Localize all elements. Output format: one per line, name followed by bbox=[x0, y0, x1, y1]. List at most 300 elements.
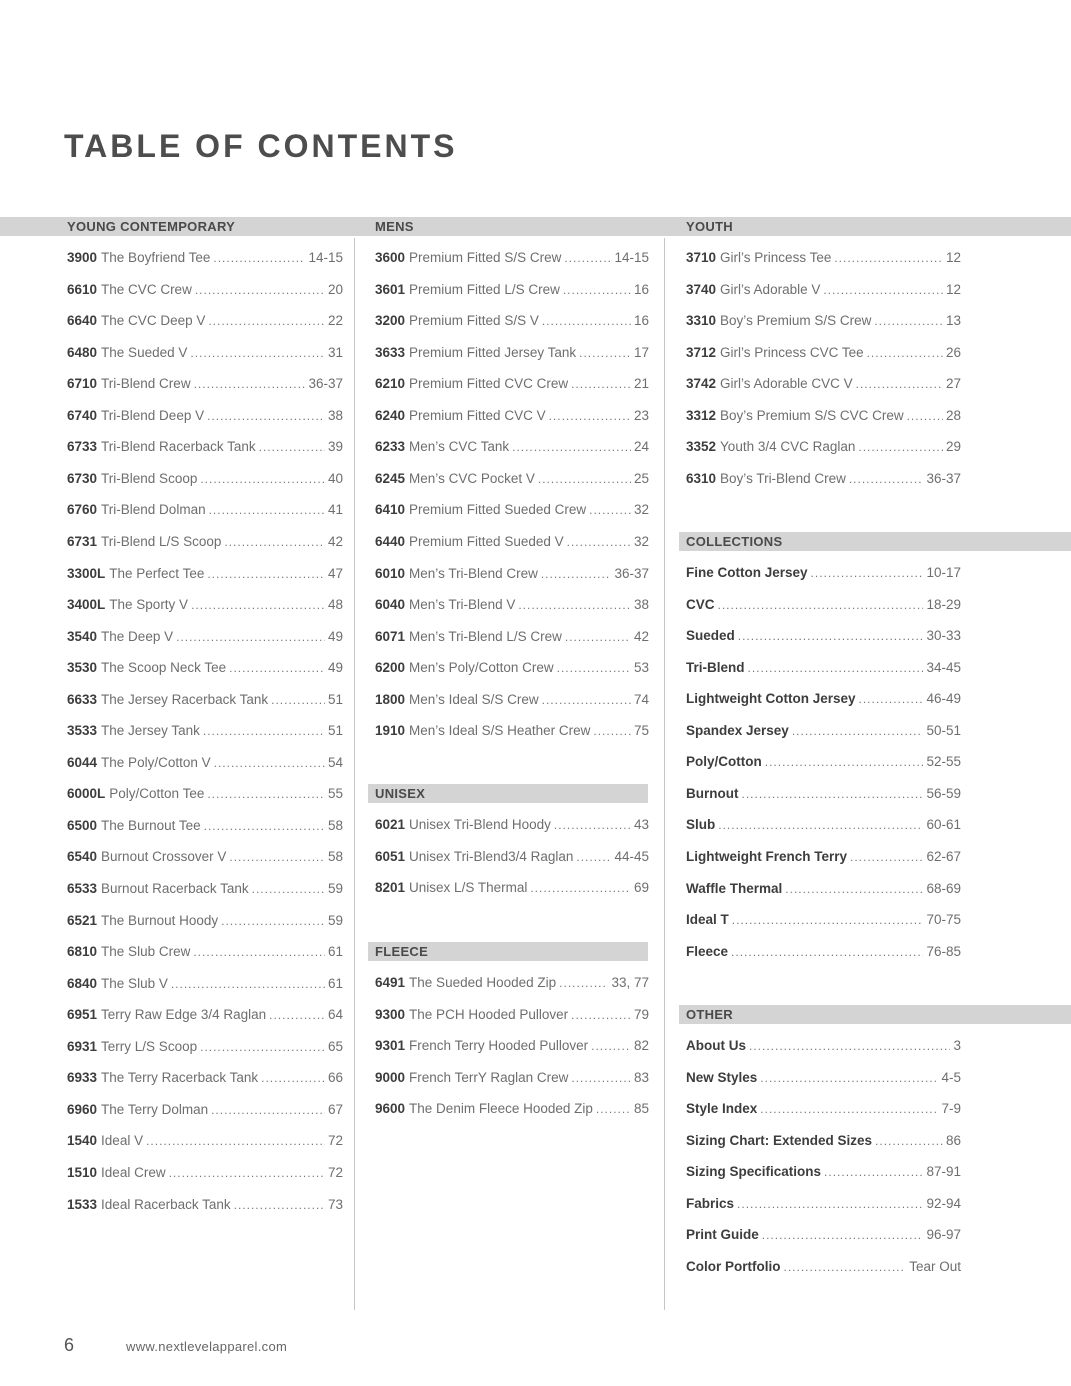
dot-leader bbox=[171, 974, 325, 994]
page-ref: 72 bbox=[327, 1133, 343, 1148]
toc-entry bbox=[67, 595, 343, 615]
entry-title: The Sueded V bbox=[101, 345, 188, 360]
toc-entry bbox=[686, 1099, 961, 1119]
toc-entry bbox=[686, 406, 961, 426]
page-ref: 39 bbox=[327, 439, 343, 454]
toc-entry bbox=[375, 532, 649, 552]
entry-title: Ideal Crew bbox=[101, 1165, 166, 1180]
entry-title: Fabrics bbox=[686, 1196, 735, 1211]
dot-leader bbox=[193, 942, 325, 962]
dot-leader bbox=[875, 1131, 943, 1151]
entry-title: Boy’s Premium S/S CVC Crew bbox=[720, 408, 904, 423]
entry-title: Boy’s Premium S/S Crew bbox=[720, 313, 872, 328]
style-code: 6000L bbox=[67, 786, 106, 801]
toc-entry bbox=[375, 1036, 649, 1056]
style-code: 3352 bbox=[686, 439, 717, 454]
toc-entry bbox=[686, 248, 961, 268]
dot-leader bbox=[213, 248, 305, 268]
entry-title: Premium Fitted CVC Crew bbox=[409, 376, 569, 391]
style-code: 6951 bbox=[67, 1007, 98, 1022]
style-code: 3712 bbox=[686, 345, 717, 360]
page-ref: 22 bbox=[327, 313, 343, 328]
toc-entry bbox=[375, 658, 649, 678]
page-ref: 65 bbox=[327, 1039, 343, 1054]
toc-entry bbox=[67, 942, 343, 962]
entry-title: Youth 3/4 CVC Raglan bbox=[720, 439, 856, 454]
page-ref: 38 bbox=[633, 597, 649, 612]
style-code: 3601 bbox=[375, 282, 406, 297]
entry-title: Tri-Blend Racerback Tank bbox=[101, 439, 256, 454]
entry-title: Men’s Poly/Cotton Crew bbox=[409, 660, 554, 675]
style-code: 6730 bbox=[67, 471, 98, 486]
style-code: 6610 bbox=[67, 282, 98, 297]
toc-entry bbox=[67, 1005, 343, 1025]
dot-leader bbox=[737, 1194, 923, 1214]
style-code: 1533 bbox=[67, 1197, 98, 1212]
entry-title: Unisex L/S Thermal bbox=[409, 880, 528, 895]
entry-title: The Sueded Hooded Zip bbox=[409, 975, 557, 990]
style-code: 3742 bbox=[686, 376, 717, 391]
dot-leader bbox=[718, 815, 923, 835]
style-code: 6480 bbox=[67, 345, 98, 360]
page-ref: 14-15 bbox=[308, 250, 343, 265]
page-ref: 31 bbox=[327, 345, 343, 360]
toc-entry bbox=[375, 500, 649, 520]
page-ref: 12 bbox=[945, 250, 961, 265]
entry-title: Men’s CVC Pocket V bbox=[409, 471, 535, 486]
dot-leader bbox=[269, 1005, 325, 1025]
dot-leader bbox=[593, 721, 631, 741]
toc-entry bbox=[686, 752, 961, 772]
dot-leader bbox=[221, 911, 325, 931]
toc-entry bbox=[686, 469, 961, 489]
entry-title: The Burnout Tee bbox=[101, 818, 201, 833]
style-code: 6044 bbox=[67, 755, 98, 770]
page-ref: 23 bbox=[633, 408, 649, 423]
page-ref: 85 bbox=[633, 1101, 649, 1116]
page-ref: 47 bbox=[327, 566, 343, 581]
toc-entry bbox=[375, 437, 649, 457]
style-code: 6500 bbox=[67, 818, 98, 833]
page-ref: 54 bbox=[327, 755, 343, 770]
style-code: 6540 bbox=[67, 849, 98, 864]
toc-entry bbox=[686, 1194, 961, 1214]
page-ref: 42 bbox=[633, 629, 649, 644]
page-ref: 18-29 bbox=[926, 597, 961, 612]
style-code: 6491 bbox=[375, 975, 406, 990]
style-code: 6233 bbox=[375, 439, 406, 454]
dot-leader bbox=[785, 879, 923, 899]
section-heading-unisex: UNISEX bbox=[375, 786, 426, 801]
entry-title: Spandex Jersey bbox=[686, 723, 789, 738]
toc-entry bbox=[686, 1036, 961, 1056]
entry-title: Premium Fitted CVC V bbox=[409, 408, 546, 423]
toc-entry bbox=[375, 847, 649, 867]
page-ref: 21 bbox=[633, 376, 649, 391]
page-ref: 55 bbox=[327, 786, 343, 801]
style-code: 1540 bbox=[67, 1133, 98, 1148]
dot-leader bbox=[850, 847, 923, 867]
page-ref: 49 bbox=[327, 660, 343, 675]
style-code: 3530 bbox=[67, 660, 98, 675]
dot-leader bbox=[207, 564, 325, 584]
page-ref: 41 bbox=[327, 502, 343, 517]
toc-entry bbox=[375, 311, 649, 331]
page-ref: 51 bbox=[327, 692, 343, 707]
page-ref: 36-37 bbox=[308, 376, 343, 391]
toc-entry bbox=[67, 1131, 343, 1151]
dot-leader bbox=[762, 1225, 924, 1245]
entry-title: The Scoop Neck Tee bbox=[101, 660, 227, 675]
toc-entry bbox=[375, 690, 649, 710]
style-code: 3740 bbox=[686, 282, 717, 297]
toc-entry bbox=[67, 879, 343, 899]
dot-leader bbox=[589, 500, 631, 520]
page-ref: 14-15 bbox=[614, 250, 649, 265]
dot-leader bbox=[203, 721, 325, 741]
entry-title: The Slub V bbox=[101, 976, 168, 991]
toc-entry bbox=[686, 280, 961, 300]
style-code: 6021 bbox=[375, 817, 406, 832]
dot-leader bbox=[738, 626, 924, 646]
style-code: 9301 bbox=[375, 1038, 406, 1053]
dot-leader bbox=[760, 1068, 938, 1088]
entry-title: Unisex Tri-Blend3/4 Raglan bbox=[409, 849, 574, 864]
section-heading-other: OTHER bbox=[686, 1007, 733, 1022]
style-code: 6010 bbox=[375, 566, 406, 581]
entry-title: Fine Cotton Jersey bbox=[686, 565, 808, 580]
entry-title: Premium Fitted Sueded V bbox=[409, 534, 564, 549]
column-divider-1 bbox=[354, 238, 355, 1310]
entry-title: Style Index bbox=[686, 1101, 758, 1116]
toc-entry bbox=[67, 753, 343, 773]
style-code: 6051 bbox=[375, 849, 406, 864]
page-ref: 30-33 bbox=[926, 628, 961, 643]
toc-entry bbox=[686, 847, 961, 867]
dot-leader bbox=[874, 311, 943, 331]
dot-leader bbox=[176, 627, 325, 647]
toc-entry bbox=[67, 784, 343, 804]
style-code: 3200 bbox=[375, 313, 406, 328]
style-code: 6710 bbox=[67, 376, 98, 391]
dot-leader bbox=[195, 280, 325, 300]
entry-title: Poly/Cotton Tee bbox=[109, 786, 205, 801]
style-code: 6240 bbox=[375, 408, 406, 423]
toc-entry bbox=[686, 595, 961, 615]
dot-leader bbox=[214, 753, 325, 773]
toc-entry bbox=[67, 658, 343, 678]
page-ref: 25 bbox=[633, 471, 649, 486]
page-ref: 36-37 bbox=[926, 471, 961, 486]
dot-leader bbox=[579, 343, 631, 363]
entry-title: Unisex Tri-Blend Hoody bbox=[409, 817, 551, 832]
entry-title: Men’s Ideal S/S Heather Crew bbox=[409, 723, 591, 738]
entry-title: The Jersey Racerback Tank bbox=[101, 692, 269, 707]
page-ref: 83 bbox=[633, 1070, 649, 1085]
dot-leader bbox=[731, 942, 923, 962]
toc-entry bbox=[375, 595, 649, 615]
entry-title: The Burnout Hoody bbox=[101, 913, 219, 928]
page-ref: 33, 77 bbox=[611, 975, 649, 990]
style-code: 6633 bbox=[67, 692, 98, 707]
page-ref: 67 bbox=[327, 1102, 343, 1117]
page-ref: 72 bbox=[327, 1165, 343, 1180]
entry-title: Girl’s Adorable CVC V bbox=[720, 376, 853, 391]
entry-title: Ideal V bbox=[101, 1133, 144, 1148]
page-ref: 76-85 bbox=[926, 944, 961, 959]
entry-title: Premium Fitted S/S Crew bbox=[409, 250, 562, 265]
toc-entry bbox=[375, 280, 649, 300]
toc-entry bbox=[67, 721, 343, 741]
page-ref: 44-45 bbox=[614, 849, 649, 864]
page-ref: 48 bbox=[327, 597, 343, 612]
style-code: 3312 bbox=[686, 408, 717, 423]
dot-leader bbox=[765, 752, 924, 772]
page-ref: 53 bbox=[633, 660, 649, 675]
toc-entry bbox=[375, 1099, 649, 1119]
page-ref: 3 bbox=[953, 1038, 961, 1053]
entry-title: The Denim Fleece Hooded Zip bbox=[409, 1101, 593, 1116]
style-code: 6731 bbox=[67, 534, 98, 549]
toc-entry bbox=[67, 1100, 343, 1120]
style-code: 6810 bbox=[67, 944, 98, 959]
style-code: 6071 bbox=[375, 629, 406, 644]
style-code: 9300 bbox=[375, 1007, 406, 1022]
toc-entry bbox=[67, 280, 343, 300]
toc-entry bbox=[375, 1068, 649, 1088]
toc-entry bbox=[686, 1225, 961, 1245]
style-code: 6960 bbox=[67, 1102, 98, 1117]
dot-leader bbox=[907, 406, 943, 426]
toc-entry bbox=[67, 532, 343, 552]
page-ref: 68-69 bbox=[926, 881, 961, 896]
entry-title: Slub bbox=[686, 817, 716, 832]
entry-title: CVC bbox=[686, 597, 715, 612]
dot-leader bbox=[792, 721, 924, 741]
section-heading-collections: COLLECTIONS bbox=[686, 534, 783, 549]
page-ref: 96-97 bbox=[926, 1227, 961, 1242]
dot-leader bbox=[207, 784, 325, 804]
dot-leader bbox=[190, 343, 325, 363]
page-ref: 13 bbox=[945, 313, 961, 328]
page-ref: 32 bbox=[633, 534, 649, 549]
footer-url: www.nextlevelapparel.com bbox=[126, 1339, 288, 1354]
page-ref: 20 bbox=[327, 282, 343, 297]
dot-leader bbox=[596, 1099, 631, 1119]
dot-leader bbox=[259, 437, 325, 457]
style-code: 1910 bbox=[375, 723, 406, 738]
dot-leader bbox=[760, 1099, 938, 1119]
page-ref: 73 bbox=[327, 1197, 343, 1212]
entry-title: Men’s Tri-Blend Crew bbox=[409, 566, 538, 581]
toc-entry bbox=[67, 627, 343, 647]
page-ref: Tear Out bbox=[909, 1259, 961, 1274]
dot-leader bbox=[749, 1036, 950, 1056]
style-code: 9600 bbox=[375, 1101, 406, 1116]
entry-title: French Terry Hooded Pullover bbox=[409, 1038, 589, 1053]
page-ref: 86 bbox=[945, 1133, 961, 1148]
toc-entry bbox=[686, 1131, 961, 1151]
dot-leader bbox=[518, 595, 631, 615]
entry-title: Girl’s Princess CVC Tee bbox=[720, 345, 864, 360]
entry-title: Lightweight Cotton Jersey bbox=[686, 691, 856, 706]
entry-title: Ideal T bbox=[686, 912, 729, 927]
page-ref: 43 bbox=[633, 817, 649, 832]
page-ref: 79 bbox=[633, 1007, 649, 1022]
toc-entry bbox=[375, 973, 649, 993]
style-code: 3710 bbox=[686, 250, 717, 265]
dot-leader bbox=[823, 280, 943, 300]
style-code: 6440 bbox=[375, 534, 406, 549]
dot-leader bbox=[859, 689, 924, 709]
toc-entry bbox=[686, 658, 961, 678]
page-ref: 34-45 bbox=[926, 660, 961, 675]
page-ref: 12 bbox=[945, 282, 961, 297]
dot-leader bbox=[718, 595, 924, 615]
dot-leader bbox=[784, 1257, 907, 1277]
entry-title: Boy’s Tri-Blend Crew bbox=[720, 471, 846, 486]
toc-entry bbox=[67, 437, 343, 457]
toc-entry bbox=[67, 690, 343, 710]
style-code: 6760 bbox=[67, 502, 98, 517]
style-code: 3540 bbox=[67, 629, 98, 644]
dot-leader bbox=[229, 847, 325, 867]
entry-title: The Deep V bbox=[101, 629, 174, 644]
entry-title: Tri-Blend Dolman bbox=[101, 502, 206, 517]
dot-leader bbox=[538, 469, 631, 489]
dot-leader bbox=[824, 1162, 923, 1182]
dot-leader bbox=[834, 248, 943, 268]
toc-entry bbox=[686, 563, 961, 583]
entry-title: Burnout Crossover V bbox=[101, 849, 227, 864]
page-ref: 51 bbox=[327, 723, 343, 738]
dot-leader bbox=[234, 1195, 325, 1215]
toc-entry bbox=[686, 910, 961, 930]
entry-title: The CVC Crew bbox=[101, 282, 192, 297]
page-ref: 28 bbox=[945, 408, 961, 423]
dot-leader bbox=[748, 658, 924, 678]
toc-entry bbox=[375, 627, 649, 647]
style-code: 6040 bbox=[375, 597, 406, 612]
page-ref: 69 bbox=[633, 880, 649, 895]
dot-leader bbox=[811, 563, 924, 583]
toc-entry bbox=[686, 815, 961, 835]
entry-title: Print Guide bbox=[686, 1227, 759, 1242]
dot-leader bbox=[530, 878, 631, 898]
dot-leader bbox=[229, 658, 325, 678]
style-code: 3633 bbox=[375, 345, 406, 360]
toc-entry bbox=[67, 1037, 343, 1057]
dot-leader bbox=[200, 469, 325, 489]
dot-leader bbox=[204, 816, 325, 836]
page-ref: 59 bbox=[327, 913, 343, 928]
dot-leader bbox=[591, 1036, 631, 1056]
dot-leader bbox=[541, 564, 612, 584]
page-ref: 52-55 bbox=[926, 754, 961, 769]
section-heading-young-contemporary: YOUNG CONTEMPORARY bbox=[67, 219, 236, 234]
toc-entry bbox=[67, 469, 343, 489]
toc-entry bbox=[686, 721, 961, 741]
toc-entry bbox=[67, 1163, 343, 1183]
dot-leader bbox=[554, 815, 631, 835]
entry-title: Men’s Tri-Blend L/S Crew bbox=[409, 629, 562, 644]
dot-leader bbox=[200, 1037, 325, 1057]
dot-leader bbox=[856, 374, 943, 394]
page-ref: 58 bbox=[327, 818, 343, 833]
page-ref: 61 bbox=[327, 976, 343, 991]
entry-title: Lightweight French Terry bbox=[686, 849, 848, 864]
dot-leader bbox=[867, 343, 943, 363]
entry-title: Terry L/S Scoop bbox=[101, 1039, 198, 1054]
page-ref: 49 bbox=[327, 629, 343, 644]
page-ref: 92-94 bbox=[926, 1196, 961, 1211]
toc-entry bbox=[686, 311, 961, 331]
page-ref: 32 bbox=[633, 502, 649, 517]
entry-title: Tri-Blend Scoop bbox=[101, 471, 198, 486]
dot-leader bbox=[207, 406, 325, 426]
dot-leader bbox=[542, 311, 631, 331]
entry-title: The CVC Deep V bbox=[101, 313, 206, 328]
style-code: 1510 bbox=[67, 1165, 98, 1180]
page-ref: 36-37 bbox=[614, 566, 649, 581]
style-code: 6210 bbox=[375, 376, 406, 391]
page-ref: 4-5 bbox=[941, 1070, 961, 1085]
page-ref: 70-75 bbox=[926, 912, 961, 927]
page-ref: 7-9 bbox=[941, 1101, 961, 1116]
page-ref: 75 bbox=[633, 723, 649, 738]
toc-entry bbox=[686, 343, 961, 363]
section-heading-fleece: FLEECE bbox=[375, 944, 429, 959]
entry-title: The Slub Crew bbox=[101, 944, 191, 959]
dot-leader bbox=[252, 879, 325, 899]
toc-entry bbox=[375, 815, 649, 835]
toc-entry bbox=[67, 406, 343, 426]
entry-title: Girl’s Adorable V bbox=[720, 282, 821, 297]
toc-entry bbox=[375, 374, 649, 394]
section-heading-youth: YOUTH bbox=[686, 219, 733, 234]
toc-entry bbox=[67, 1195, 343, 1215]
toc-entry bbox=[67, 847, 343, 867]
style-code: 3533 bbox=[67, 723, 98, 738]
entry-title: Waffle Thermal bbox=[686, 881, 783, 896]
dot-leader bbox=[209, 500, 325, 520]
entry-title: The Poly/Cotton V bbox=[101, 755, 211, 770]
entry-title: New Styles bbox=[686, 1070, 758, 1085]
style-code: 6640 bbox=[67, 313, 98, 328]
toc-entry bbox=[67, 500, 343, 520]
toc-entry bbox=[67, 1068, 343, 1088]
entry-title: Tri-Blend L/S Scoop bbox=[101, 534, 222, 549]
page-ref: 10-17 bbox=[926, 565, 961, 580]
dot-leader bbox=[741, 784, 923, 804]
style-code: 3310 bbox=[686, 313, 717, 328]
entry-title: Premium Fitted Jersey Tank bbox=[409, 345, 577, 360]
toc-entry bbox=[686, 374, 961, 394]
dot-leader bbox=[211, 1100, 325, 1120]
style-code: 1800 bbox=[375, 692, 406, 707]
dot-leader bbox=[146, 1131, 325, 1151]
page-ref: 16 bbox=[633, 282, 649, 297]
style-code: 8201 bbox=[375, 880, 406, 895]
entry-title: Tri-Blend bbox=[686, 660, 745, 675]
style-code: 3600 bbox=[375, 250, 406, 265]
dot-leader bbox=[208, 311, 325, 331]
dot-leader bbox=[542, 690, 631, 710]
entry-title: Sizing Specifications bbox=[686, 1164, 822, 1179]
page-ref: 60-61 bbox=[926, 817, 961, 832]
entry-title: Tri-Blend Deep V bbox=[101, 408, 205, 423]
dot-leader bbox=[565, 627, 631, 647]
